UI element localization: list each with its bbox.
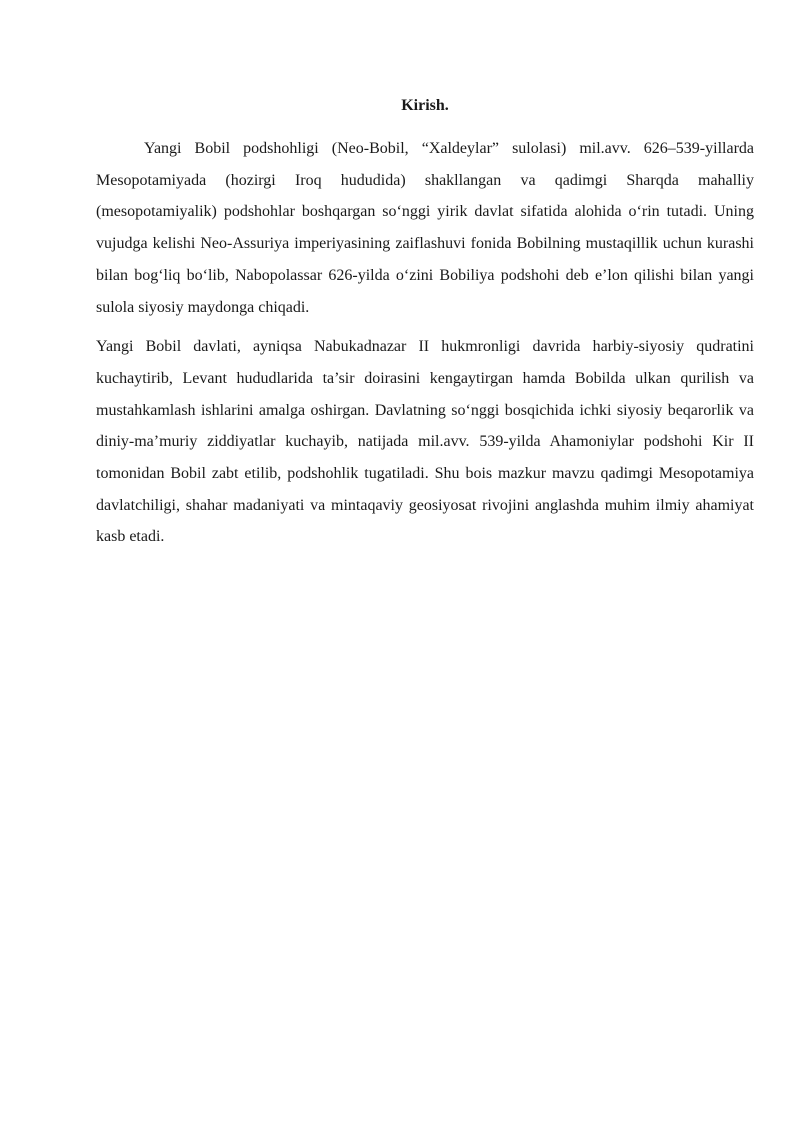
section-title: Kirish. [401, 97, 449, 114]
paragraph-1: Yangi Bobil podshohligi (Neo-Bobil, “Xaldeylar” sulolasi) mil.avv. 626–539-yillarda Mesopotamiyada (hozirgi Iroq hududida) shakllangan va qadimgi Sharqda mahalliy (mesopotamiyalik) podshohlar boshqargan so‘nggi yirik davlat sifatida alohida o‘rin tutadi. Uning vujudga kelishi Neo-Assuriya imperiyasining zaiflashuvi fonida Bobilning mustaqillik uchun kurashi bilan bog‘liq bo‘lib, Nabopolassar 626-yilda o‘zini Bobiliya podshohi deb e’lon qilishi bilan yangi sulola siyosiy maydonga chiqadi. [96, 140, 754, 316]
paragraph-2: Yangi Bobil davlati, ayniqsa Nabukadnazar II hukmronligi davrida harbiy-siyosiy qudratini kuchaytirib, Levant hududlarida ta’sir doirasini kengaytirgan hamda Bobilda ulkan qurilish va mustahkamlash ishlarini amalga oshirgan. Davlatning so‘nggi bosqichida ichki siyosiy beqarorlik va diniy-ma’muriy ziddiyatlar kuchayib, natijada mil.avv. 539-yilda Ahamoniylar podshohi Kir II tomonidan Bobil zabt etilib, podshohlik tugatiladi. Shu bois mazkur mavzu qadimgi Mesopotamiya davlatchiligi, shahar madaniyati va mintaqaviy geosiyosat rivojini anglashda muhim ilmiy ahamiyat kasb etadi. [96, 338, 754, 546]
document-body [96, 96, 754, 553]
